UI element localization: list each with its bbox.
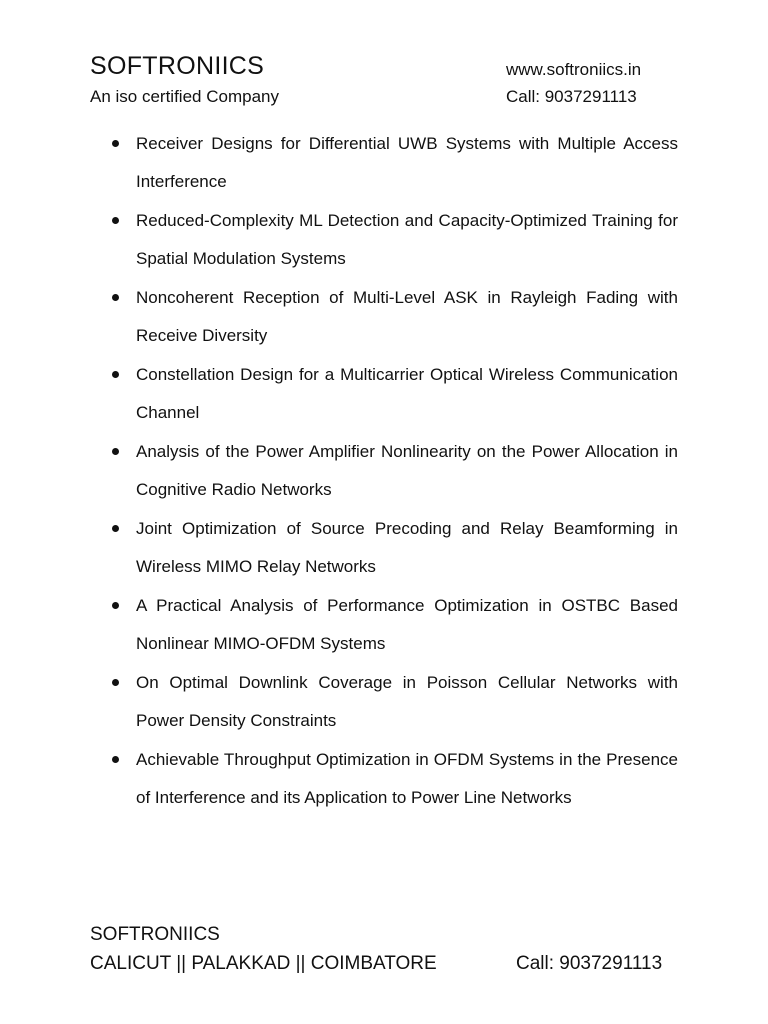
bullet-icon [112, 371, 119, 378]
list-item [112, 125, 678, 201]
list-item [112, 279, 678, 355]
list-item-text: Joint Optimization of Source Precoding and Relay Beamforming in Wireless MIMO Relay Networks [136, 519, 678, 576]
list-item [112, 510, 678, 586]
bullet-icon [112, 679, 119, 686]
bullet-icon [112, 602, 119, 609]
list-item [112, 202, 678, 278]
bullet-icon [112, 217, 119, 224]
footer-company-name: SOFTRONIICS [90, 924, 220, 945]
list-item-text: Reduced-Complexity ML Detection and Capacity-Optimized Training for Spatial Modulation Systems [136, 211, 678, 268]
header-website: www.softroniics.in [506, 60, 642, 79]
list-item-text: A Practical Analysis of Performance Optimization in OSTBC Based Nonlinear MIMO-OFDM Systems [136, 596, 678, 653]
bullet-icon [112, 294, 119, 301]
list-item [112, 433, 678, 509]
list-item-text: Noncoherent Reception of Multi-Level ASK in Rayleigh Fading with Receive Diversity [136, 288, 678, 345]
footer-phone: Call: 9037291113 [516, 953, 663, 974]
topic-list [112, 125, 678, 818]
list-item-text: Constellation Design for a Multicarrier Optical Wireless Communication Channel [136, 365, 678, 422]
header-company-name: SOFTRONIICS [90, 52, 265, 80]
list-item-text: Receiver Designs for Differential UWB Systems with Multiple Access Interference [136, 134, 678, 191]
bullet-icon [112, 140, 119, 147]
list-item-text: Achievable Throughput Optimization in OFDM Systems in the Presence of Interference and its Application to Power Line Networks [136, 750, 678, 807]
list-item [112, 664, 678, 740]
list-item-text: Analysis of the Power Amplifier Nonlinearity on the Power Allocation in Cognitive Radio Networks [136, 442, 678, 499]
list-item [112, 741, 678, 817]
list-item [112, 356, 678, 432]
bullet-icon [112, 448, 119, 455]
bullet-icon [112, 525, 119, 532]
header-phone: Call: 9037291113 [506, 87, 637, 106]
footer-locations: CALICUT || PALAKKAD || COIMBATORE [90, 953, 437, 974]
bullet-icon [112, 756, 119, 763]
list-item [112, 587, 678, 663]
list-item-text: On Optimal Downlink Coverage in Poisson Cellular Networks with Power Density Constraints [136, 673, 678, 730]
header-tagline: An iso certified Company [90, 87, 279, 106]
